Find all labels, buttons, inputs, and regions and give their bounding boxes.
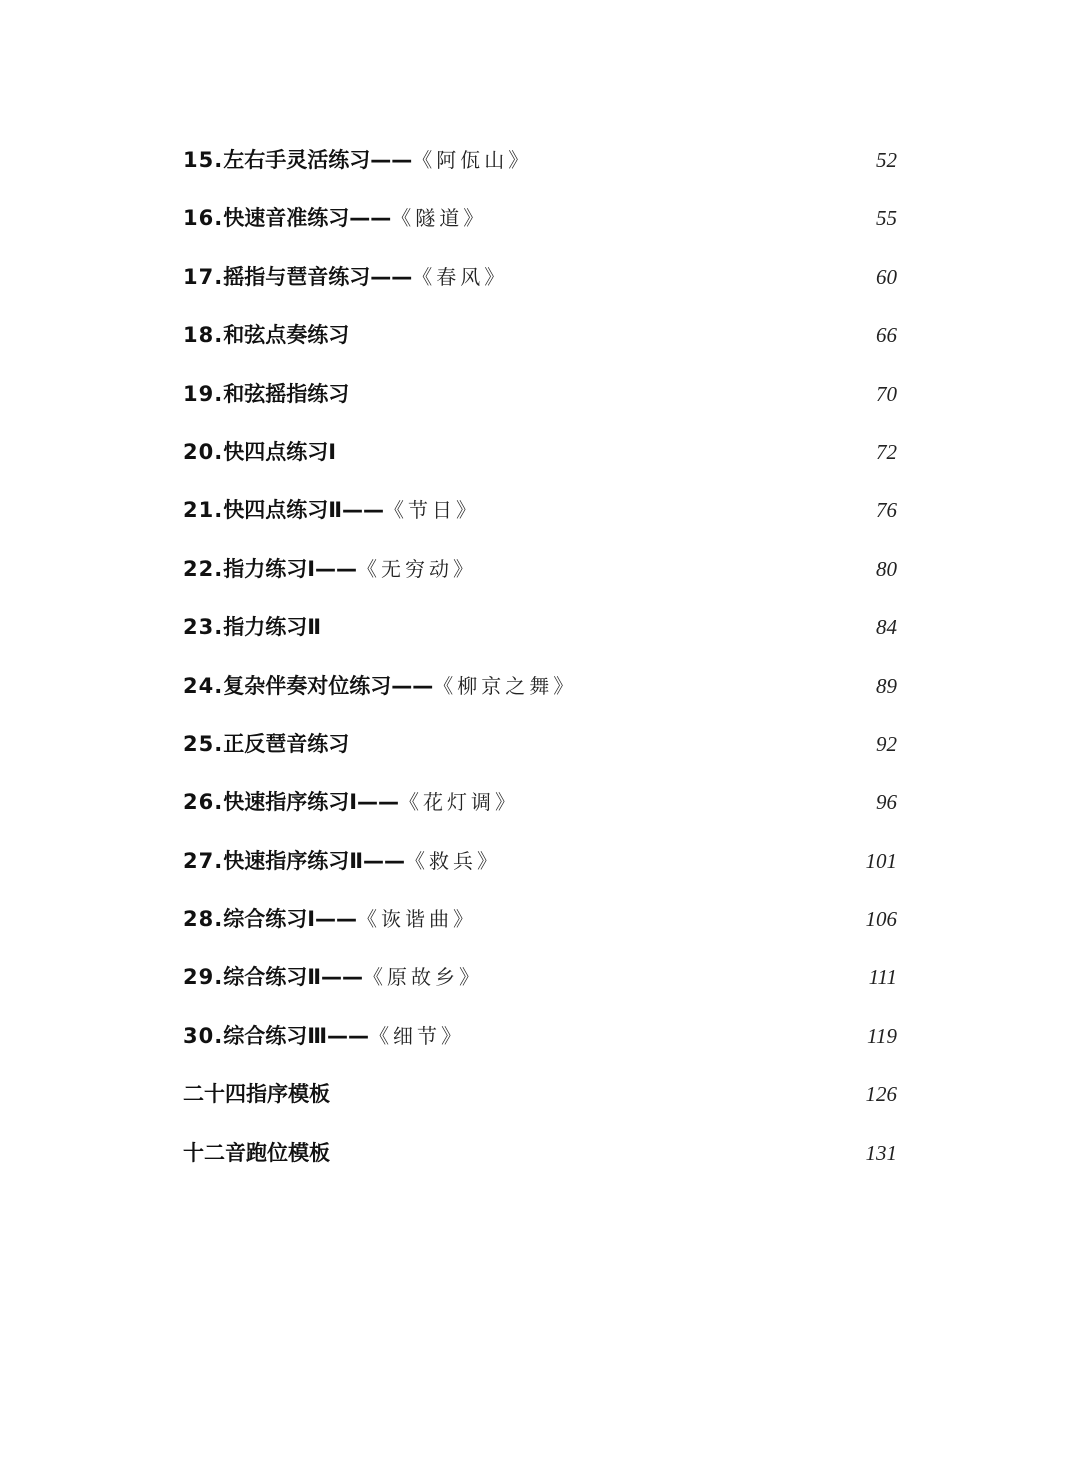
entry-number: 29. bbox=[183, 965, 224, 990]
entry-text bbox=[183, 1065, 330, 1123]
entry-title: 左右手灵活练习—— bbox=[223, 148, 413, 172]
entry-page-number: 119 bbox=[867, 1023, 897, 1048]
entry-subtitle: 《救兵》 bbox=[405, 848, 502, 873]
entry-text bbox=[183, 1007, 465, 1065]
entry-subtitle: 《诙谐曲》 bbox=[357, 907, 478, 932]
entry-title: 二十四指序模板 bbox=[183, 1082, 330, 1107]
toc-entry[interactable] bbox=[0, 131, 1080, 189]
entry-text bbox=[183, 481, 480, 539]
entry-text bbox=[183, 598, 321, 656]
entry-page-number: 80 bbox=[876, 556, 897, 581]
table-of-contents bbox=[0, 131, 1080, 1182]
entry-title: 综合练习Ⅲ—— bbox=[223, 1023, 370, 1048]
entry-page-number: 126 bbox=[865, 1082, 897, 1107]
entry-subtitle: 《隧道》 bbox=[391, 206, 488, 231]
entry-number: 20. bbox=[183, 439, 224, 464]
entry-title: 指力练习Ⅰ—— bbox=[223, 556, 358, 581]
toc-entry[interactable] bbox=[0, 306, 1080, 364]
entry-title: 十二音跑位模板 bbox=[183, 1140, 330, 1165]
entry-title: 快速指序练习Ⅱ—— bbox=[223, 848, 406, 873]
entry-number: 22. bbox=[183, 556, 224, 581]
entry-title: 快速指序练习Ⅰ—— bbox=[223, 790, 400, 815]
entry-title: 综合练习Ⅱ—— bbox=[223, 965, 364, 990]
entry-text bbox=[183, 715, 349, 773]
entry-subtitle: 《节日》 bbox=[384, 498, 481, 523]
entry-number: 19. bbox=[183, 381, 224, 406]
entry-page-number: 96 bbox=[876, 790, 897, 815]
entry-number: 28. bbox=[183, 907, 224, 932]
entry-text bbox=[183, 306, 349, 364]
toc-entry[interactable] bbox=[0, 365, 1080, 423]
toc-entry[interactable] bbox=[0, 1065, 1080, 1123]
entry-title: 快四点练习Ⅰ bbox=[223, 439, 337, 464]
toc-entry[interactable] bbox=[0, 481, 1080, 539]
entry-page-number: 60 bbox=[876, 264, 897, 289]
entry-page-number: 101 bbox=[865, 848, 897, 873]
entry-text bbox=[183, 540, 477, 598]
entry-text bbox=[183, 773, 519, 831]
entry-page-number: 131 bbox=[865, 1140, 897, 1165]
entry-text bbox=[183, 1124, 330, 1182]
entry-text bbox=[183, 657, 577, 715]
entry-number: 18. bbox=[183, 323, 224, 348]
entry-text bbox=[183, 890, 477, 948]
toc-entry[interactable] bbox=[0, 948, 1080, 1006]
toc-entry[interactable] bbox=[0, 598, 1080, 656]
entry-subtitle: 《柳京之舞》 bbox=[433, 673, 578, 698]
entry-text bbox=[183, 423, 336, 481]
entry-subtitle: 《无穷动》 bbox=[357, 556, 478, 581]
entry-page-number: 92 bbox=[876, 731, 897, 756]
entry-number: 15. bbox=[183, 148, 224, 172]
toc-entry[interactable] bbox=[0, 540, 1080, 598]
entry-subtitle: 《花灯调》 bbox=[399, 790, 520, 815]
toc-entry[interactable] bbox=[0, 423, 1080, 481]
entry-number: 27. bbox=[183, 848, 224, 873]
entry-page-number: 106 bbox=[865, 907, 897, 932]
toc-entry[interactable] bbox=[0, 1124, 1080, 1182]
entry-page-number: 76 bbox=[876, 498, 897, 523]
entry-text bbox=[183, 248, 508, 306]
entry-title: 指力练习Ⅱ bbox=[223, 615, 322, 640]
entry-title: 综合练习Ⅰ—— bbox=[223, 907, 358, 932]
entry-number: 30. bbox=[183, 1023, 224, 1048]
entry-page-number: 66 bbox=[876, 323, 897, 348]
entry-subtitle: 《阿佤山》 bbox=[412, 148, 533, 172]
entry-title: 复杂伴奏对位练习—— bbox=[223, 673, 434, 698]
entry-number: 26. bbox=[183, 790, 224, 815]
entry-number: 16. bbox=[183, 206, 224, 231]
entry-title: 和弦点奏练习 bbox=[223, 323, 350, 348]
entry-title: 摇指与琶音练习—— bbox=[223, 264, 413, 289]
entry-text bbox=[183, 131, 532, 189]
toc-entry[interactable] bbox=[0, 189, 1080, 247]
entry-title: 和弦摇指练习 bbox=[223, 381, 350, 406]
entry-text bbox=[183, 365, 349, 423]
entry-page-number: 111 bbox=[868, 965, 897, 990]
entry-title: 快四点练习Ⅱ—— bbox=[223, 498, 385, 523]
entry-text bbox=[183, 189, 487, 247]
entry-page-number: 72 bbox=[876, 439, 897, 464]
toc-entry[interactable] bbox=[0, 248, 1080, 306]
entry-number: 21. bbox=[183, 498, 224, 523]
entry-page-number: 84 bbox=[876, 615, 897, 640]
entry-subtitle: 《原故乡》 bbox=[363, 965, 484, 990]
entry-subtitle: 《细节》 bbox=[369, 1023, 466, 1048]
entry-number: 17. bbox=[183, 264, 224, 289]
entry-number: 23. bbox=[183, 615, 224, 640]
entry-page-number: 89 bbox=[876, 673, 897, 698]
toc-entry[interactable] bbox=[0, 715, 1080, 773]
toc-entry[interactable] bbox=[0, 773, 1080, 831]
entry-title: 快速音准练习—— bbox=[223, 206, 392, 231]
entry-number: 25. bbox=[183, 731, 224, 756]
entry-text bbox=[183, 832, 501, 890]
toc-entry[interactable] bbox=[0, 657, 1080, 715]
entry-page-number: 70 bbox=[876, 381, 897, 406]
entry-number: 24. bbox=[183, 673, 224, 698]
entry-page-number: 52 bbox=[876, 148, 897, 172]
entry-title: 正反琶音练习 bbox=[223, 731, 350, 756]
entry-text bbox=[183, 948, 483, 1006]
toc-entry[interactable] bbox=[0, 890, 1080, 948]
entry-page-number: 55 bbox=[876, 206, 897, 231]
toc-entry[interactable] bbox=[0, 832, 1080, 890]
toc-entry[interactable] bbox=[0, 1007, 1080, 1065]
entry-subtitle: 《春风》 bbox=[412, 264, 509, 289]
